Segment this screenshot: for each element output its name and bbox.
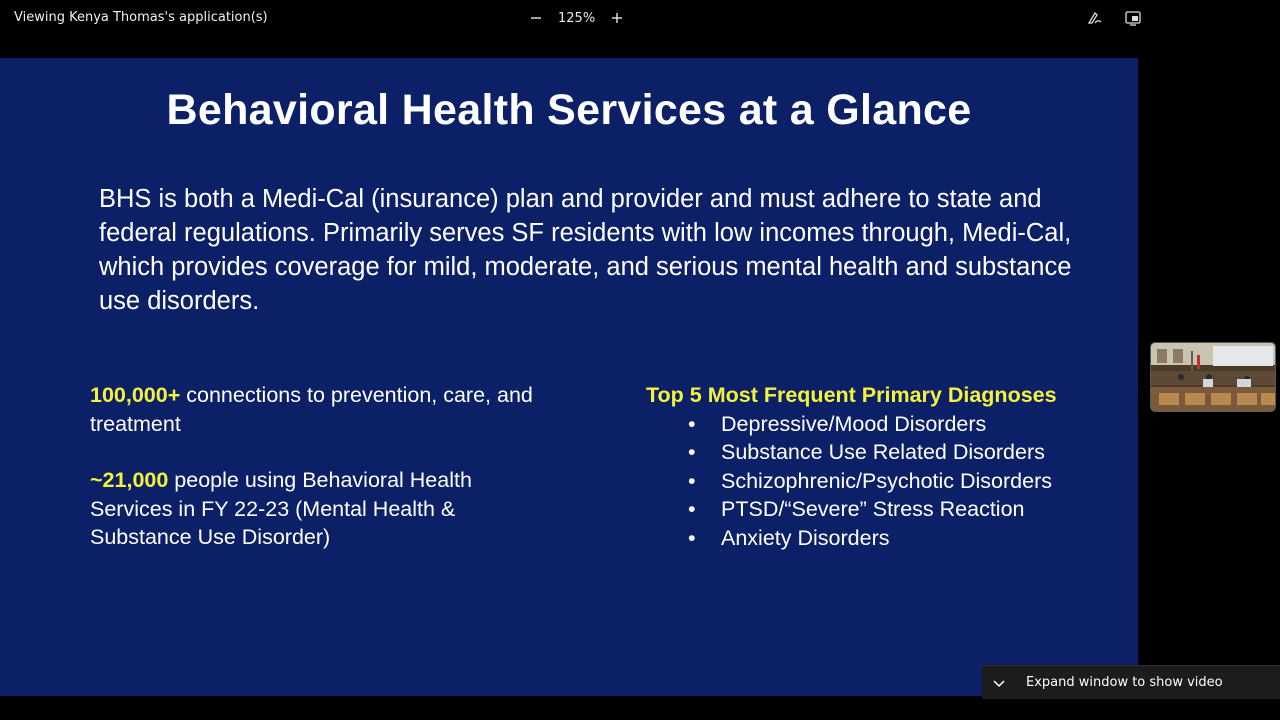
- zoom-level: 125%: [558, 10, 596, 26]
- plus-icon: [611, 12, 623, 24]
- list-item: • Substance Use Related Disorders: [646, 438, 1126, 467]
- diagnoses-heading: Top 5 Most Frequent Primary Diagnoses: [646, 383, 1057, 407]
- annotate-pen-icon: [1086, 9, 1104, 27]
- list-item: • PTSD/“Severe” Stress Reaction: [646, 495, 1126, 524]
- diagnoses-list: [646, 410, 1126, 553]
- zoom-in-button[interactable]: [609, 10, 625, 26]
- pop-out-button[interactable]: [1124, 9, 1144, 27]
- viewer-title: Viewing Kenya Thomas's application(s): [14, 10, 268, 25]
- stat-number: 100,000+: [90, 383, 181, 407]
- meeting-room-video-image: [1151, 343, 1276, 412]
- presentation-slide: [0, 58, 1138, 696]
- stat-text: connections to prevention, care, and treatment: [90, 383, 533, 436]
- stats-column: [90, 381, 540, 580]
- list-item: • Depressive/Mood Disorders: [646, 410, 1126, 439]
- stat-text: people using Behavioral Health Services in FY 22-23 (Mental Health & Substance Use Disorder): [90, 468, 472, 549]
- bullet-icon: •: [688, 468, 696, 493]
- annotate-button[interactable]: [1086, 9, 1106, 27]
- minus-icon: [530, 12, 542, 24]
- stat-people: [90, 466, 540, 552]
- expand-video-label: Expand window to show video: [1026, 675, 1223, 690]
- chevron-down-icon: [991, 675, 1007, 691]
- bullet-icon: •: [688, 411, 696, 436]
- bullet-icon: •: [688, 440, 696, 464]
- list-item: • Schizophrenic/Psychotic Disorders: [646, 467, 1126, 496]
- pop-out-window-icon: [1124, 9, 1142, 27]
- bullet-icon: •: [688, 525, 696, 550]
- viewer-toolbar: [0, 0, 1280, 38]
- stat-number: ~21,000: [90, 468, 169, 492]
- diagnoses-column: [646, 381, 1126, 552]
- zoom-controls: [528, 6, 625, 30]
- slide-intro-paragraph: BHS is both a Medi-Cal (insurance) plan and provider and must adhere to state and federal regulations. Primarily serves SF residents with low incomes through, Medi-Cal, which provides coverage for mild, moderate, and serious mental health and substance use disorders.: [99, 185, 1072, 315]
- bullet-icon: •: [688, 497, 696, 521]
- video-thumbnail[interactable]: [1150, 342, 1276, 412]
- zoom-out-button[interactable]: [528, 10, 544, 26]
- list-item: • Anxiety Disorders: [646, 524, 1126, 553]
- expand-video-button[interactable]: [982, 665, 1280, 699]
- stat-connections: [90, 381, 540, 438]
- slide-title: Behavioral Health Services at a Glance: [166, 86, 972, 134]
